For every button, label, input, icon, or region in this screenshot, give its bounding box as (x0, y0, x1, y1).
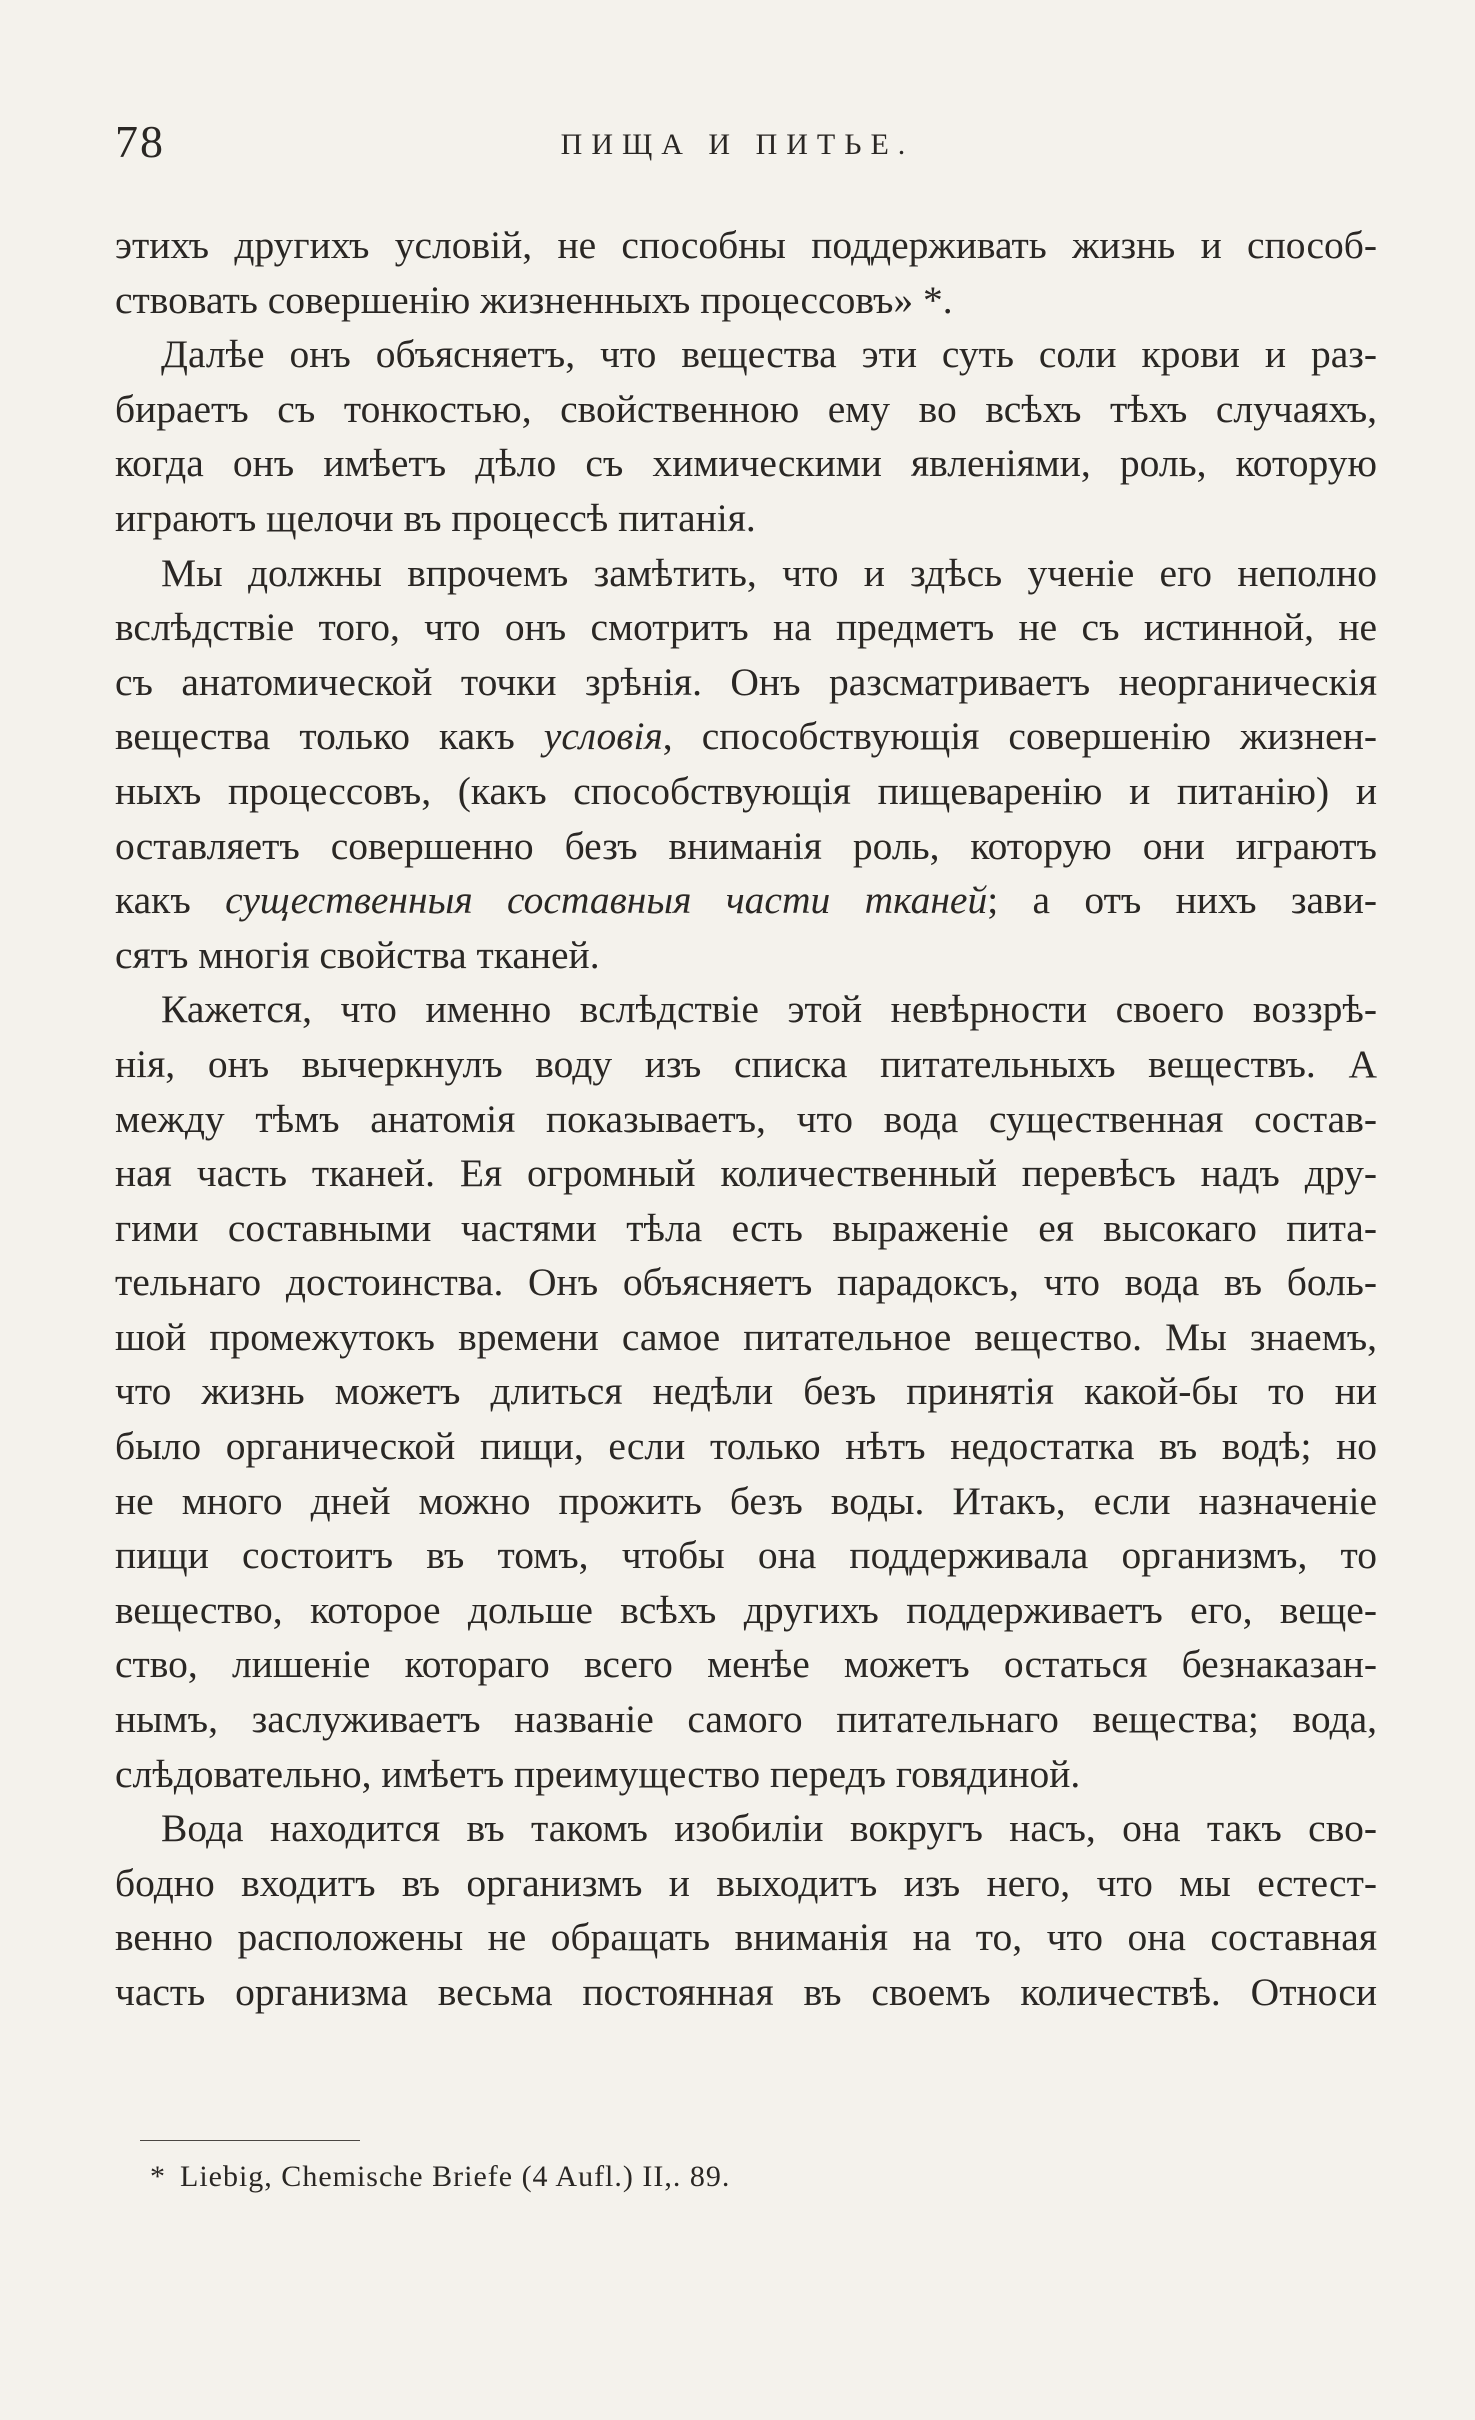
text-line: сятъ многія свойства тканей. (115, 932, 600, 977)
text-line (115, 709, 1377, 764)
text-span: ; а отъ нихъ зави- (987, 878, 1377, 923)
text-line: ная часть тканей. Ея огромный количественный перевѣсъ надъ дру- (115, 1151, 1377, 1196)
text-line: пищи состоитъ въ томъ, чтобы она поддерживала организмъ, то (115, 1533, 1377, 1578)
footnote (150, 2160, 730, 2194)
italic-emphasis: условія (543, 714, 663, 759)
text-line: бодно входитъ въ организмъ и выходитъ изъ него, что мы естест- (115, 1860, 1377, 1905)
text-line: слѣдовательно, имѣетъ преимущество передъ говядиной. (115, 1751, 1081, 1796)
italic-emphasis: существенныя составныя части тканей (225, 878, 988, 923)
text-line: ство, лишеніе котораго всего менѣе можетъ остаться безнаказан- (115, 1642, 1377, 1687)
text-line: нымъ, заслуживаетъ названіе самого питательнаго вещества; вода, (115, 1697, 1377, 1742)
text-line: этихъ другихъ условій, не способны поддерживать жизнь и способ- (115, 223, 1377, 267)
text-line: играютъ щелочи въ процессѣ питанія. (115, 495, 756, 540)
text-line: Мы должны впрочемъ замѣтить, что и здѣсь ученіе его неполно (161, 550, 1377, 595)
footnote-rule (140, 2140, 360, 2141)
text-span: какъ (115, 878, 226, 923)
text-line: не много дней можно прожить безъ воды. Итакъ, если назначеніе (115, 1478, 1377, 1523)
body-text (115, 218, 1377, 2020)
footnote-text: Liebig, Chemische Briefe (4 Aufl.) II,. 89. (180, 2160, 731, 2193)
text-line: тельнаго достоинства. Онъ объясняетъ парадоксъ, что вода въ боль- (115, 1260, 1377, 1305)
running-head: ПИЩА И ПИТЬЕ. (560, 128, 915, 161)
text-line: Далѣе онъ объясняетъ, что вещества эти суть соли крови и раз- (161, 332, 1377, 377)
page-number: 78 (115, 116, 165, 167)
text-span: вещества только какъ (115, 714, 544, 759)
text-line: было органической пищи, если только нѣтъ недостатка въ водѣ; но (115, 1424, 1377, 1469)
text-line: вещество, которое дольше всѣхъ другихъ поддерживаетъ его, веще- (115, 1587, 1377, 1632)
text-line: венно расположены не обращать вниманія на то, что она составная (115, 1915, 1377, 1960)
text-line: съ анатомической точки зрѣнія. Онъ разсматриваетъ неорганическія (115, 659, 1377, 704)
text-line: оставляетъ совершенно безъ вниманія роль, которую они играютъ (115, 823, 1377, 868)
text-line: часть организма весьма постоянная въ своемъ количествѣ. Относи (115, 1970, 1377, 2014)
footnote-mark: * (150, 2160, 166, 2193)
text-line: ствовать совершенію жизненныхъ процессовъ» *. (115, 277, 953, 322)
text-line: между тѣмъ анатомія показываетъ, что вода существенная состав- (115, 1096, 1377, 1141)
text-line: шой промежутокъ времени самое питательное вещество. Мы знаемъ, (115, 1314, 1377, 1359)
text-line (115, 873, 1377, 928)
text-line: что жизнь можетъ длиться недѣли безъ принятія какой-бы то ни (115, 1369, 1377, 1414)
text-span: , способствующія совершенію жизнен- (662, 714, 1377, 759)
text-line: гими составными частями тѣла есть выраженіе ея высокаго пита- (115, 1205, 1377, 1250)
text-line: когда онъ имѣетъ дѣло съ химическими явленіями, роль, которую (115, 441, 1377, 486)
text-line: бираетъ съ тонкостью, свойственною ему во всѣхъ тѣхъ случаяхъ, (115, 386, 1377, 431)
text-line: нія, онъ вычеркнулъ воду изъ списка питательныхъ веществъ. А (115, 1041, 1377, 1086)
text-line: ныхъ процессовъ, (какъ способствующія пищеваренію и питанію) и (115, 768, 1377, 813)
text-line: Вода находится въ такомъ изобиліи вокругъ насъ, она такъ сво- (161, 1806, 1377, 1851)
text-line: Кажется, что именно вслѣдствіе этой невѣрности своего воззрѣ- (161, 987, 1377, 1032)
text-line: вслѣдствіе того, что онъ смотритъ на предметъ не съ истинной, не (115, 605, 1377, 650)
